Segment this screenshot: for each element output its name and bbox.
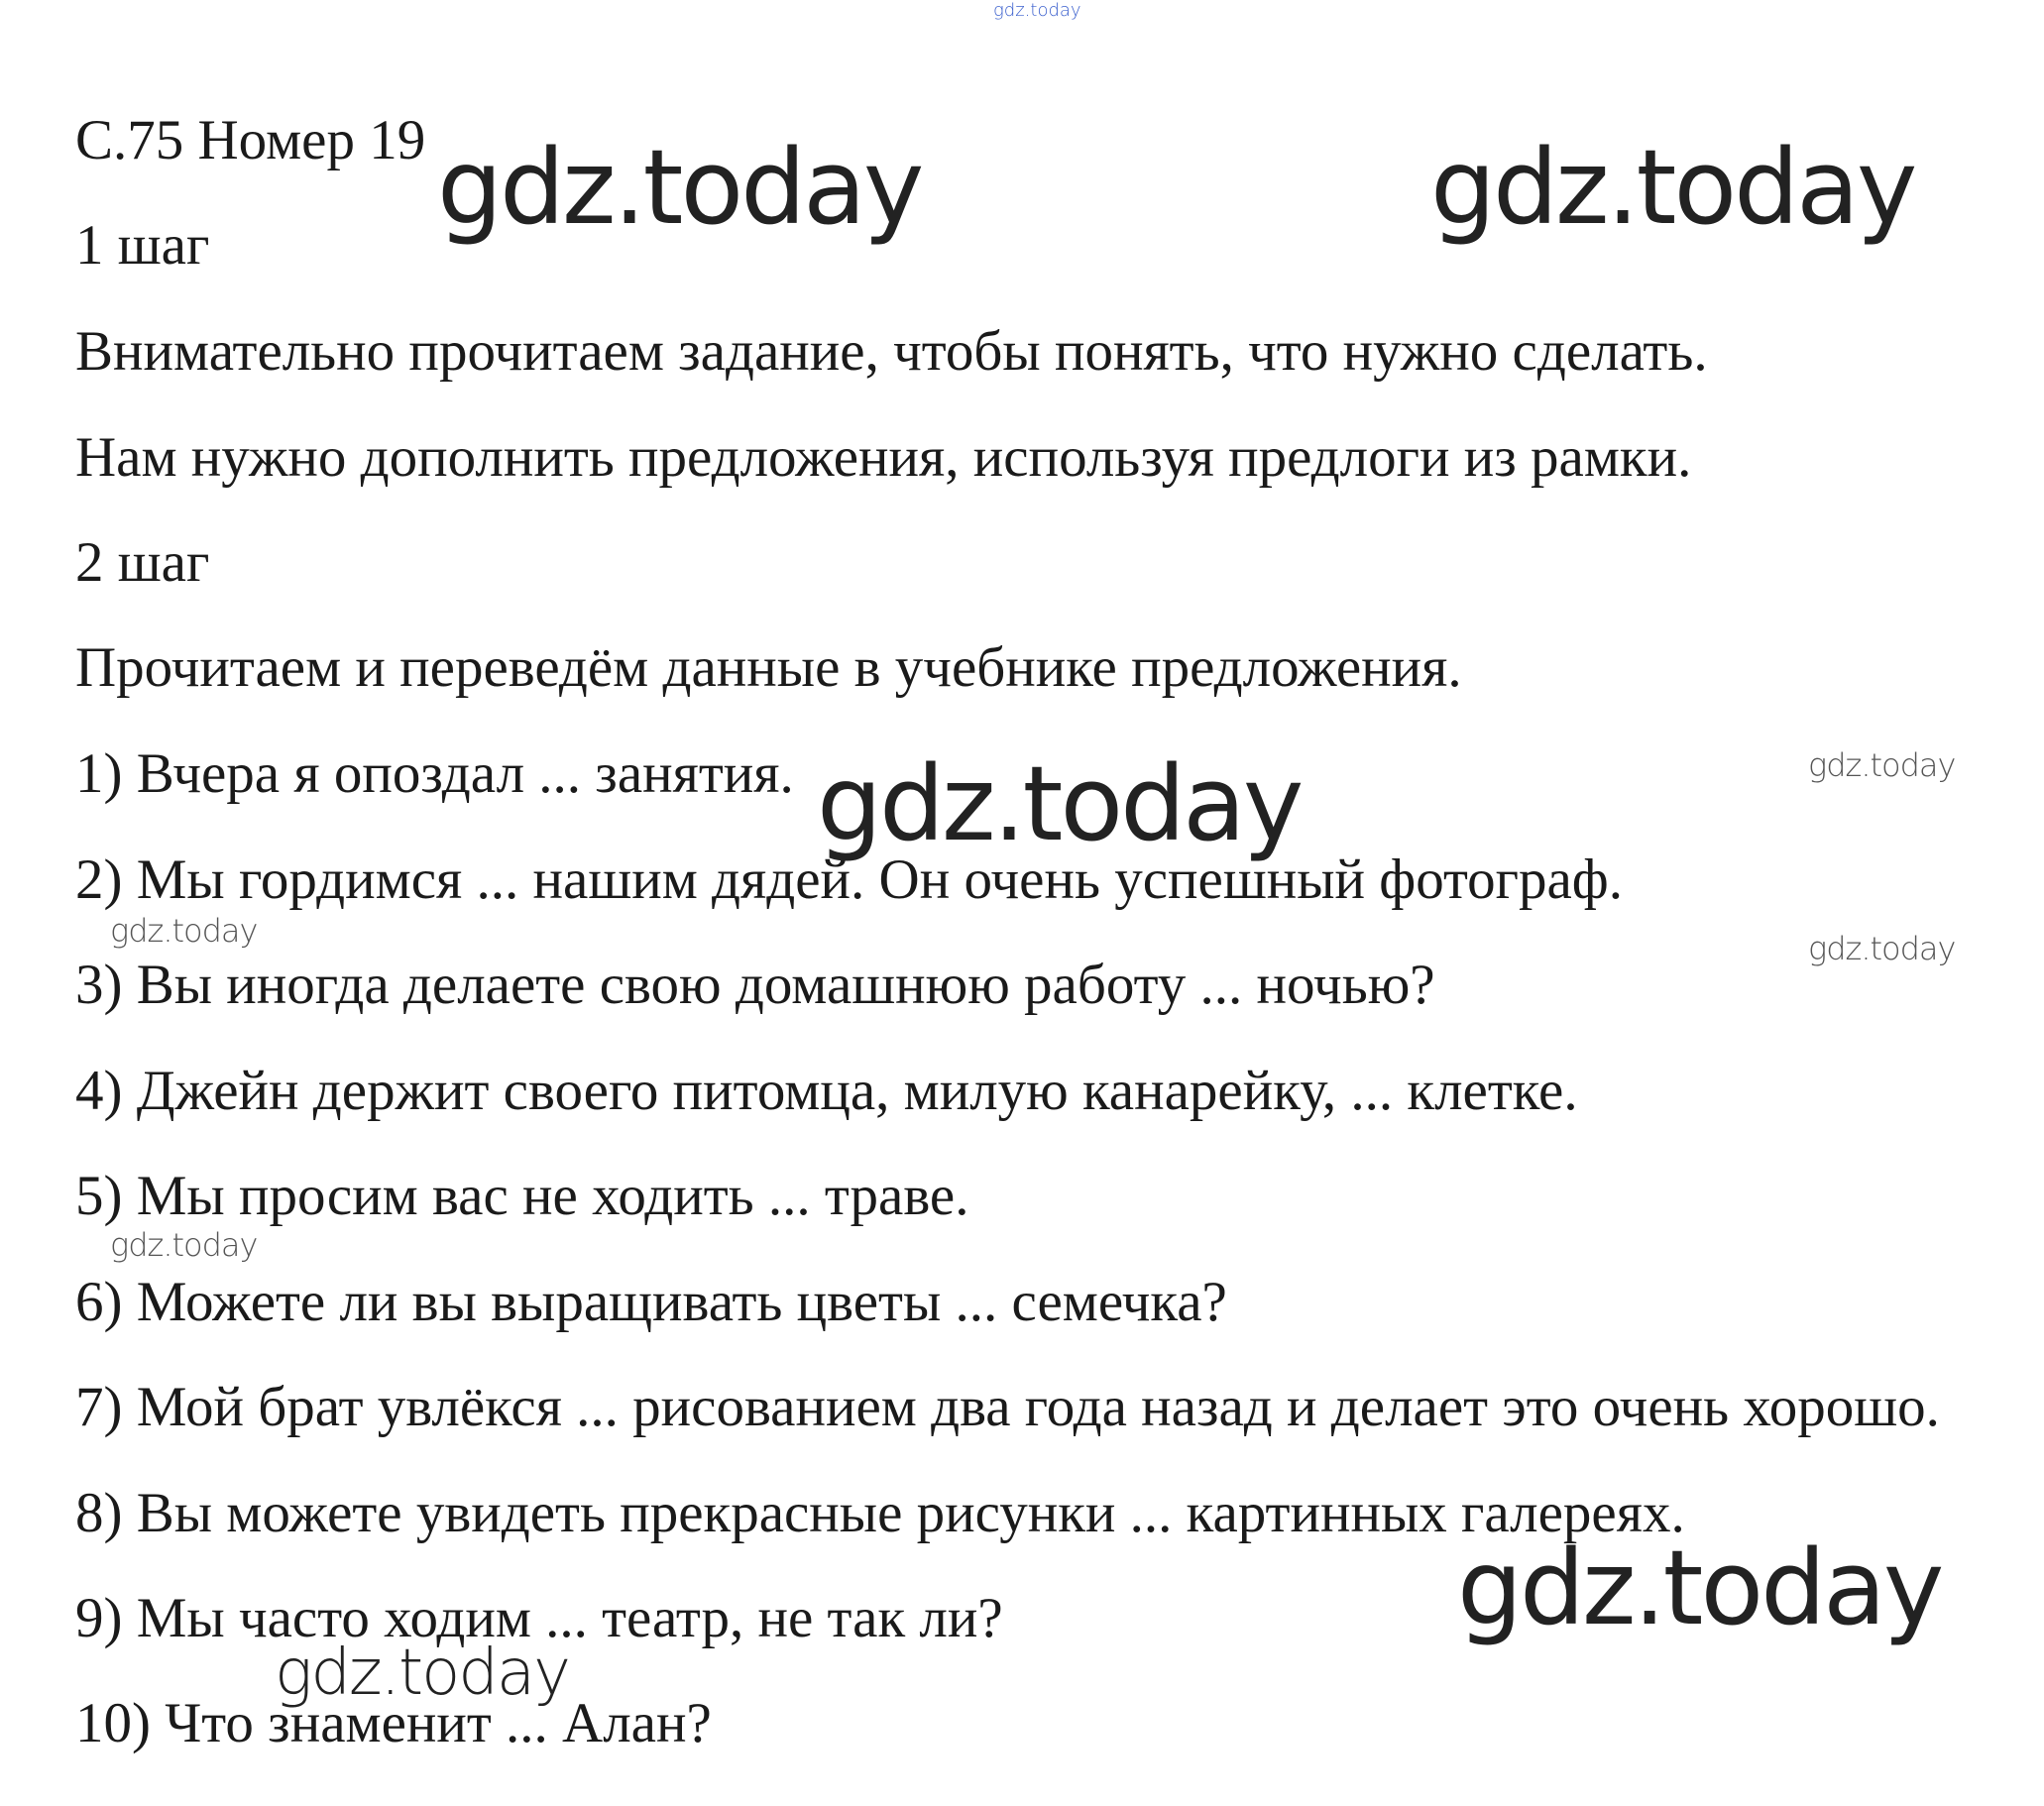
step-2-label: 2 шаг	[75, 531, 210, 594]
watermark-large-3: gdz.today	[817, 743, 1302, 864]
sentence-8: 8) Вы можете увидеть прекрасные рисунки ... картинных галереях.	[75, 1482, 1685, 1544]
sentence-10: 10) Что знаменит ... Алан?	[75, 1692, 712, 1754]
page-title: С.75 Номер 19	[75, 109, 426, 171]
sentence-6: 6) Можете ли вы выращивать цветы ... семечка?	[75, 1271, 1227, 1333]
watermark-large-1: gdz.today	[437, 127, 922, 248]
sentence-2: 2) Мы гордимся ... нашим дядей. Он очень успешный фотограф.	[75, 848, 1623, 911]
paragraph-translate-task: Прочитаем и переведём данные в учебнике предложения.	[75, 636, 1462, 699]
watermark-small-4: gdz.today	[110, 1226, 258, 1264]
sentence-1: 1) Вчера я опоздал ... занятия.	[75, 742, 794, 805]
watermark-top: gdz.today	[993, 0, 1081, 21]
watermark-large-4: gdz.today	[1457, 1527, 1942, 1648]
step-1-label: 1 шаг	[75, 214, 210, 277]
watermark-large-2: gdz.today	[1430, 127, 1915, 248]
sentence-7: 7) Мой брат увлёкся ... рисованием два года назад и делает это очень хорошо.	[75, 1376, 1940, 1438]
watermark-small-3: gdz.today	[110, 912, 258, 950]
watermark-medium-1: gdz.today	[275, 1637, 569, 1710]
paragraph-read-task: Внимательно прочитаем задание, чтобы понять, что нужно сделать.	[75, 320, 1708, 383]
sentence-4: 4) Джейн держит своего питомца, милую канарейку, ... клетке.	[75, 1060, 1578, 1122]
sentence-5: 5) Мы просим вас не ходить ... траве.	[75, 1165, 969, 1227]
sentence-3: 3) Вы иногда делаете свою домашнюю работу ... ночью?	[75, 954, 1435, 1016]
paragraph-complete-task: Нам нужно дополнить предложения, используя предлоги из рамки.	[75, 426, 1692, 489]
watermark-small-2: gdz.today	[1808, 930, 1956, 967]
watermark-small-1: gdz.today	[1808, 746, 1956, 784]
sentence-9: 9) Мы часто ходим ... театр, не так ли?	[75, 1587, 1003, 1649]
